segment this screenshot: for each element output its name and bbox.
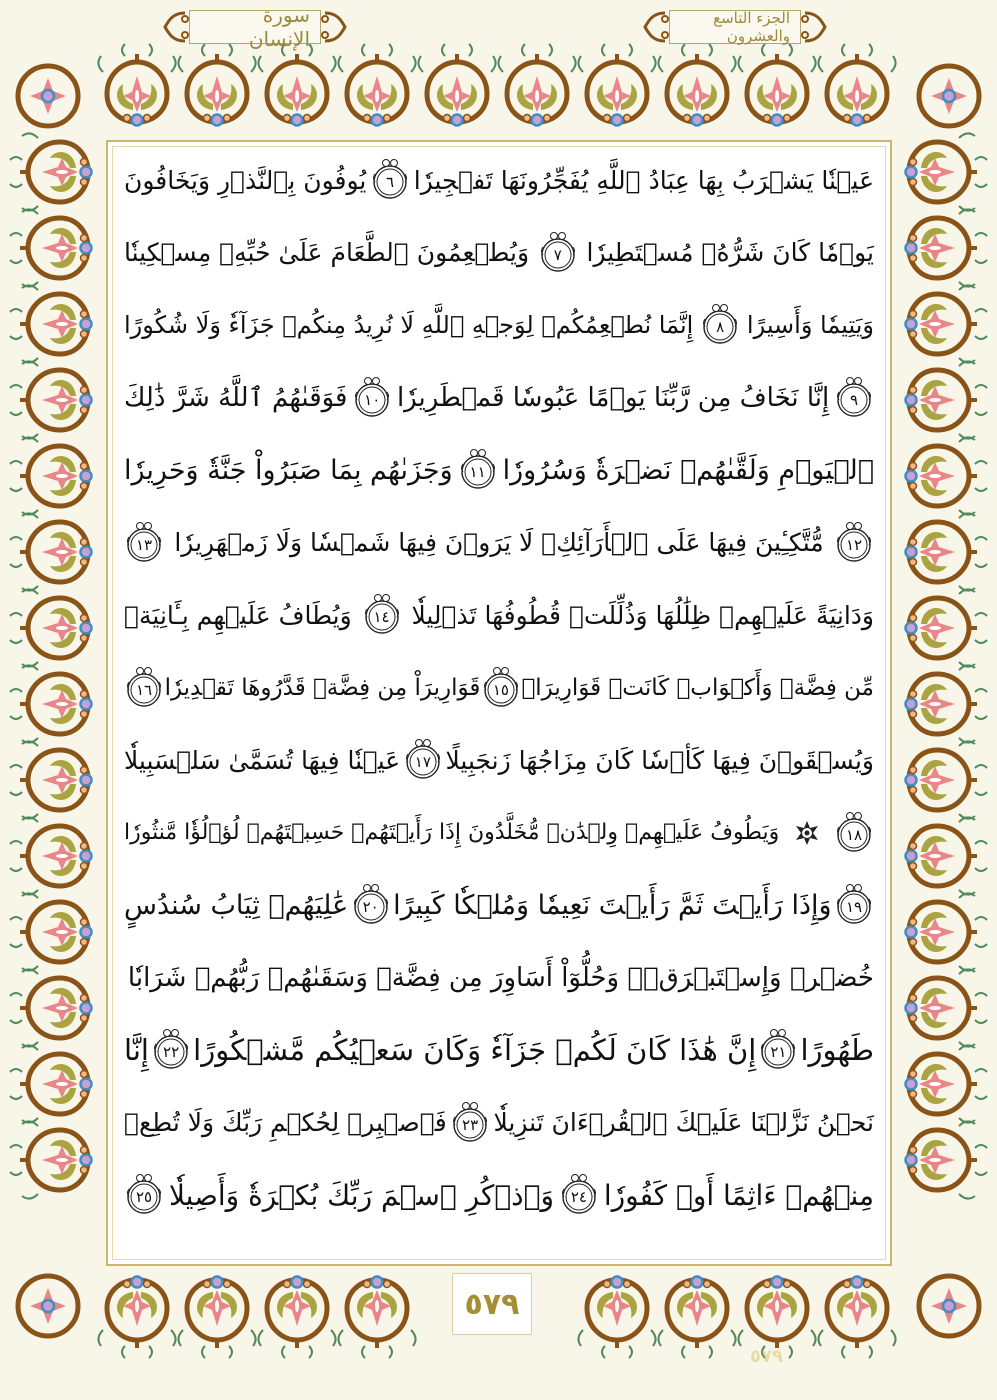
ayah-number-marker: [834, 885, 874, 925]
frame-motif-top: [498, 44, 575, 126]
frame-motif-left: [10, 209, 92, 286]
ayah-number-marker: [450, 1103, 490, 1143]
frame-motif-bottom: [178, 1277, 255, 1359]
frame-motif-right: [906, 589, 988, 666]
ayah-number-marker: [700, 305, 740, 345]
hizb-star-icon: [794, 820, 820, 846]
frame-motif-right: [906, 209, 988, 286]
verse-text: إِنَّمَا نُطۡعِمُكُمۡ لِوَجۡهِ ٱللَّهِ لَا نُرِيدُ مِنكُمۡ جَزَآءٗ وَلَا شُكُورًا: [124, 311, 694, 340]
cartouche-right-curl-icon: [801, 10, 827, 44]
frame-motif-top: [658, 44, 735, 126]
ayah-number-marker: [834, 378, 874, 418]
ayah-number-marker: [351, 885, 391, 925]
verse-text: وَجَزَىٰهُم بِمَا صَبَرُواْ جَنَّةٗ وَحَرِيرٗا: [124, 454, 453, 486]
ayah-number-marker: [151, 1030, 191, 1070]
frame-motif-top: [818, 44, 895, 126]
verse-text: إِنَّ هَٰذَا كَانَ لَكُمۡ جَزَآءٗ وَكَانَ سَعۡيُكُم مَّشۡكُورًا: [193, 1033, 757, 1068]
ayah-number-marker: [124, 1175, 164, 1215]
verse-line: [124, 289, 874, 362]
verse-text: وَدَانِيَةً عَلَيۡهِمۡ ظِلَٰلُهَا وَذُلِّلَتۡ قُطُوفُهَا تَذۡلِيلٗا: [411, 600, 874, 630]
frame-motif-left: [10, 969, 92, 1046]
ayah-number: ٩: [849, 390, 859, 409]
ayah-number: ٨: [716, 318, 725, 337]
verse-line: [124, 217, 874, 290]
page-number-watermark: ٥٧٩: [750, 1346, 783, 1367]
verse-text: وَيُسۡقَوۡنَ فِيهَا كَأۡسٗا كَانَ مِزَاجُهَا زَنجَبِيلًا: [445, 745, 874, 775]
ayah-number-marker: [834, 523, 874, 563]
frame-motif-bottom: [258, 1277, 335, 1359]
ayah-number-marker: [481, 668, 521, 708]
frame-motif-top: [258, 44, 335, 126]
frame-motif-right: [906, 285, 988, 362]
ayah-number-marker: [559, 1175, 599, 1215]
verse-text: إِنَّا: [124, 1033, 149, 1068]
frame-motif-top: [178, 44, 255, 126]
frame-motif-right: [906, 361, 988, 438]
verse-text: عَيۡنٗا يَشۡرَبُ بِهَا عِبَادُ ٱللَّهِ يُفَجِّرُونَهَا تَفۡجِيرٗا: [413, 165, 874, 195]
ayah-number: ٢٣: [462, 1115, 479, 1134]
ayah-number: ١٣: [135, 535, 153, 554]
ayah-number: ١٢: [845, 535, 863, 554]
ayah-number: ٢٠: [362, 898, 379, 917]
ayah-number: ٢٢: [163, 1043, 180, 1062]
juz-name: الجزء التاسع والعشرون: [669, 10, 801, 44]
ayah-number: ١٩: [845, 898, 863, 917]
frame-motif-right: [906, 437, 988, 514]
frame-motif-right: [906, 893, 988, 970]
verse-text: وَيُطَافُ عَلَيۡهِم بِـَٔانِيَةٖ: [124, 600, 352, 630]
frame-motif-left: [10, 741, 92, 818]
verse-line: [124, 144, 874, 217]
verse-text: نَحۡنُ نَزَّلۡنَا عَلَيۡكَ ٱلۡقُرۡءَانَ تَنزِيلٗا: [493, 1108, 874, 1138]
ayah-number: ٦: [386, 173, 395, 192]
verse-line: [124, 869, 874, 942]
cartouche-left-curl-icon: [163, 10, 189, 44]
ayah-number-marker: [403, 740, 443, 780]
verse-line: [124, 579, 874, 652]
frame-motif-right: [906, 741, 988, 818]
frame-motif-top: [418, 44, 495, 126]
frame-motif-left: [10, 133, 92, 210]
frame-motif-left: [10, 665, 92, 742]
verse-text: فَوَقَىٰهُمُ ٱللَّهُ شَرَّ ذَٰلِكَ: [124, 382, 348, 413]
ayah-number: ١٠: [364, 390, 381, 409]
verse-line: [124, 1159, 874, 1232]
frame-motif-left: [10, 437, 92, 514]
frame-motif-right: [906, 1121, 988, 1198]
frame-corner-ornament: [18, 66, 78, 126]
ayah-number-marker: [124, 523, 164, 563]
verse-line: [124, 434, 874, 507]
verse-text: وَيُطۡعِمُونَ ٱلطَّعَامَ عَلَىٰ حُبِّهِۦ مِسۡكِينٗا: [124, 238, 530, 268]
ayah-number-marker: [352, 378, 392, 418]
verse-text: وَيَتِيمٗا وَأَسِيرًا: [746, 311, 874, 340]
verse-text: وَيَطُوفُ عَلَيۡهِمۡ وِلۡدَٰنٞ مُّخَلَّدُونَ إِذَا رَأَيۡتَهُمۡ حَسِبۡتَهُمۡ لُؤۡلُؤٗا مَّنثُورٗا: [124, 820, 780, 846]
verse-text: طَهُورًا: [800, 1033, 874, 1068]
frame-motif-left: [10, 1045, 92, 1122]
juz-name-cartouche: [640, 8, 830, 46]
ayah-number-marker: [758, 1030, 798, 1070]
cartouche-left-curl-icon: [643, 10, 669, 44]
frame-motif-left: [10, 589, 92, 666]
ayah-number-marker: [538, 233, 578, 273]
verse-line: [124, 1014, 874, 1087]
frame-corner-ornament: [919, 66, 979, 126]
ayah-number-marker: [124, 668, 164, 708]
verse-line: [124, 724, 874, 797]
quran-text-panel: [106, 140, 892, 1266]
verse-text: وَٱذۡكُرِ ٱسۡمَ رَبِّكَ بُكۡرَةٗ وَأَصِيلٗا: [168, 1178, 554, 1212]
frame-motif-right: [906, 133, 988, 210]
ayah-number: ١١: [469, 463, 486, 482]
surah-name-cartouche: [160, 3, 350, 51]
frame-motif-top: [98, 44, 175, 126]
ayah-number: ١٤: [373, 608, 390, 627]
frame-motif-top: [338, 44, 415, 126]
verse-text: وَإِذَا رَأَيۡتَ ثَمَّ رَأَيۡتَ نَعِيمٗا وَمُلۡكٗا كَبِيرًا: [393, 889, 832, 921]
verse-text: خُضۡرٞ وَإِسۡتَبۡرَقٞۖ وَحُلُّوٓاْ أَسَاوِرَ مِن فِضَّةٖ وَسَقَىٰهُمۡ رَبُّهُمۡ شَرَابٗا: [127, 962, 874, 993]
verse-text: عَٰلِيَهُمۡ ثِيَابُ سُندُسٍ: [124, 889, 349, 921]
verse-text: إِنَّا نَخَافُ مِن رَّبِّنَا يَوۡمًا عَبُوسٗا قَمۡطَرِيرٗا: [396, 382, 830, 413]
frame-corner-ornament: [919, 1276, 979, 1336]
verse-line: [124, 362, 874, 435]
page-number: ٥٧٩: [452, 1273, 532, 1335]
ayah-number-marker: [458, 450, 498, 490]
verse-text: عَيۡنٗا فِيهَا تُسَمَّىٰ سَلۡسَبِيلٗا: [124, 745, 401, 775]
verse-line: [124, 797, 874, 870]
verse-text: ٱلۡيَوۡمِ وَلَقَّىٰهُمۡ نَضۡرَةٗ وَسُرُورٗا: [502, 454, 874, 486]
frame-motif-right: [906, 513, 988, 590]
ayah-number: ٢٤: [570, 1188, 587, 1207]
frame-motif-bottom: [818, 1277, 895, 1359]
verse-text: قَوَارِيرَاْ مِن فِضَّةٖ قَدَّرُوهَا تَقۡدِيرٗا: [164, 674, 481, 701]
frame-motif-top: [578, 44, 655, 126]
ayah-number: ١٧: [414, 753, 431, 772]
frame-motif-bottom: [578, 1277, 655, 1359]
verse-text: يُوفُونَ بِٱلنَّذۡرِ وَيَخَافُونَ: [124, 165, 367, 195]
verse-text: مُّتَّكِـِٔينَ فِيهَا عَلَى ٱلۡأَرَآئِكِۖ لَا يَرَوۡنَ فِيهَا شَمۡسٗا وَلَا زَمۡهَرِيرٗا: [174, 528, 824, 558]
verse-text: مِّن فِضَّةٖ وَأَكۡوَابٖ كَانَتۡ قَوَارِيرَا۠: [521, 674, 874, 701]
frame-motif-right: [906, 665, 988, 742]
frame-motif-left: [10, 1121, 92, 1198]
ayah-number: ١٨: [845, 825, 863, 844]
ayah-number-marker: [362, 595, 402, 635]
ayah-number: ٢١: [770, 1043, 787, 1062]
ayah-number: ١٦: [135, 680, 153, 699]
verse-line: [124, 507, 874, 580]
frame-motif-bottom: [338, 1277, 415, 1359]
frame-motif-bottom: [98, 1277, 175, 1359]
verse-text: فَٱصۡبِرۡ لِحُكۡمِ رَبِّكَ وَلَا تُطِعۡ: [124, 1108, 447, 1138]
frame-motif-bottom: [658, 1277, 735, 1359]
verse-line: [124, 652, 874, 725]
frame-motif-right: [906, 1045, 988, 1122]
ayah-number-marker: [370, 160, 410, 200]
frame-motif-left: [10, 513, 92, 590]
cartouche-right-curl-icon: [321, 10, 347, 44]
frame-motif-left: [10, 361, 92, 438]
frame-corner-ornament: [18, 1276, 78, 1336]
ayah-number: ٢٥: [135, 1188, 153, 1207]
frame-motif-left: [10, 285, 92, 362]
verse-line: [124, 1087, 874, 1160]
verse-lines: [124, 144, 874, 1232]
frame-motif-left: [10, 893, 92, 970]
ayah-number: ٧: [553, 245, 562, 264]
verse-text: يَوۡمٗا كَانَ شَرُّهُۥ مُسۡتَطِيرٗا: [586, 238, 874, 268]
ayah-number: ١٥: [492, 680, 509, 699]
verse-line: [124, 942, 874, 1015]
frame-motif-left: [10, 817, 92, 894]
surah-name: سورة الإنسان: [189, 10, 321, 44]
verse-text: مِنۡهُمۡ ءَاثِمًا أَوۡ كَفُورٗا: [603, 1178, 874, 1212]
frame-motif-top: [738, 44, 815, 126]
frame-motif-right: [906, 969, 988, 1046]
ayah-number-marker: [834, 813, 874, 853]
frame-motif-right: [906, 817, 988, 894]
